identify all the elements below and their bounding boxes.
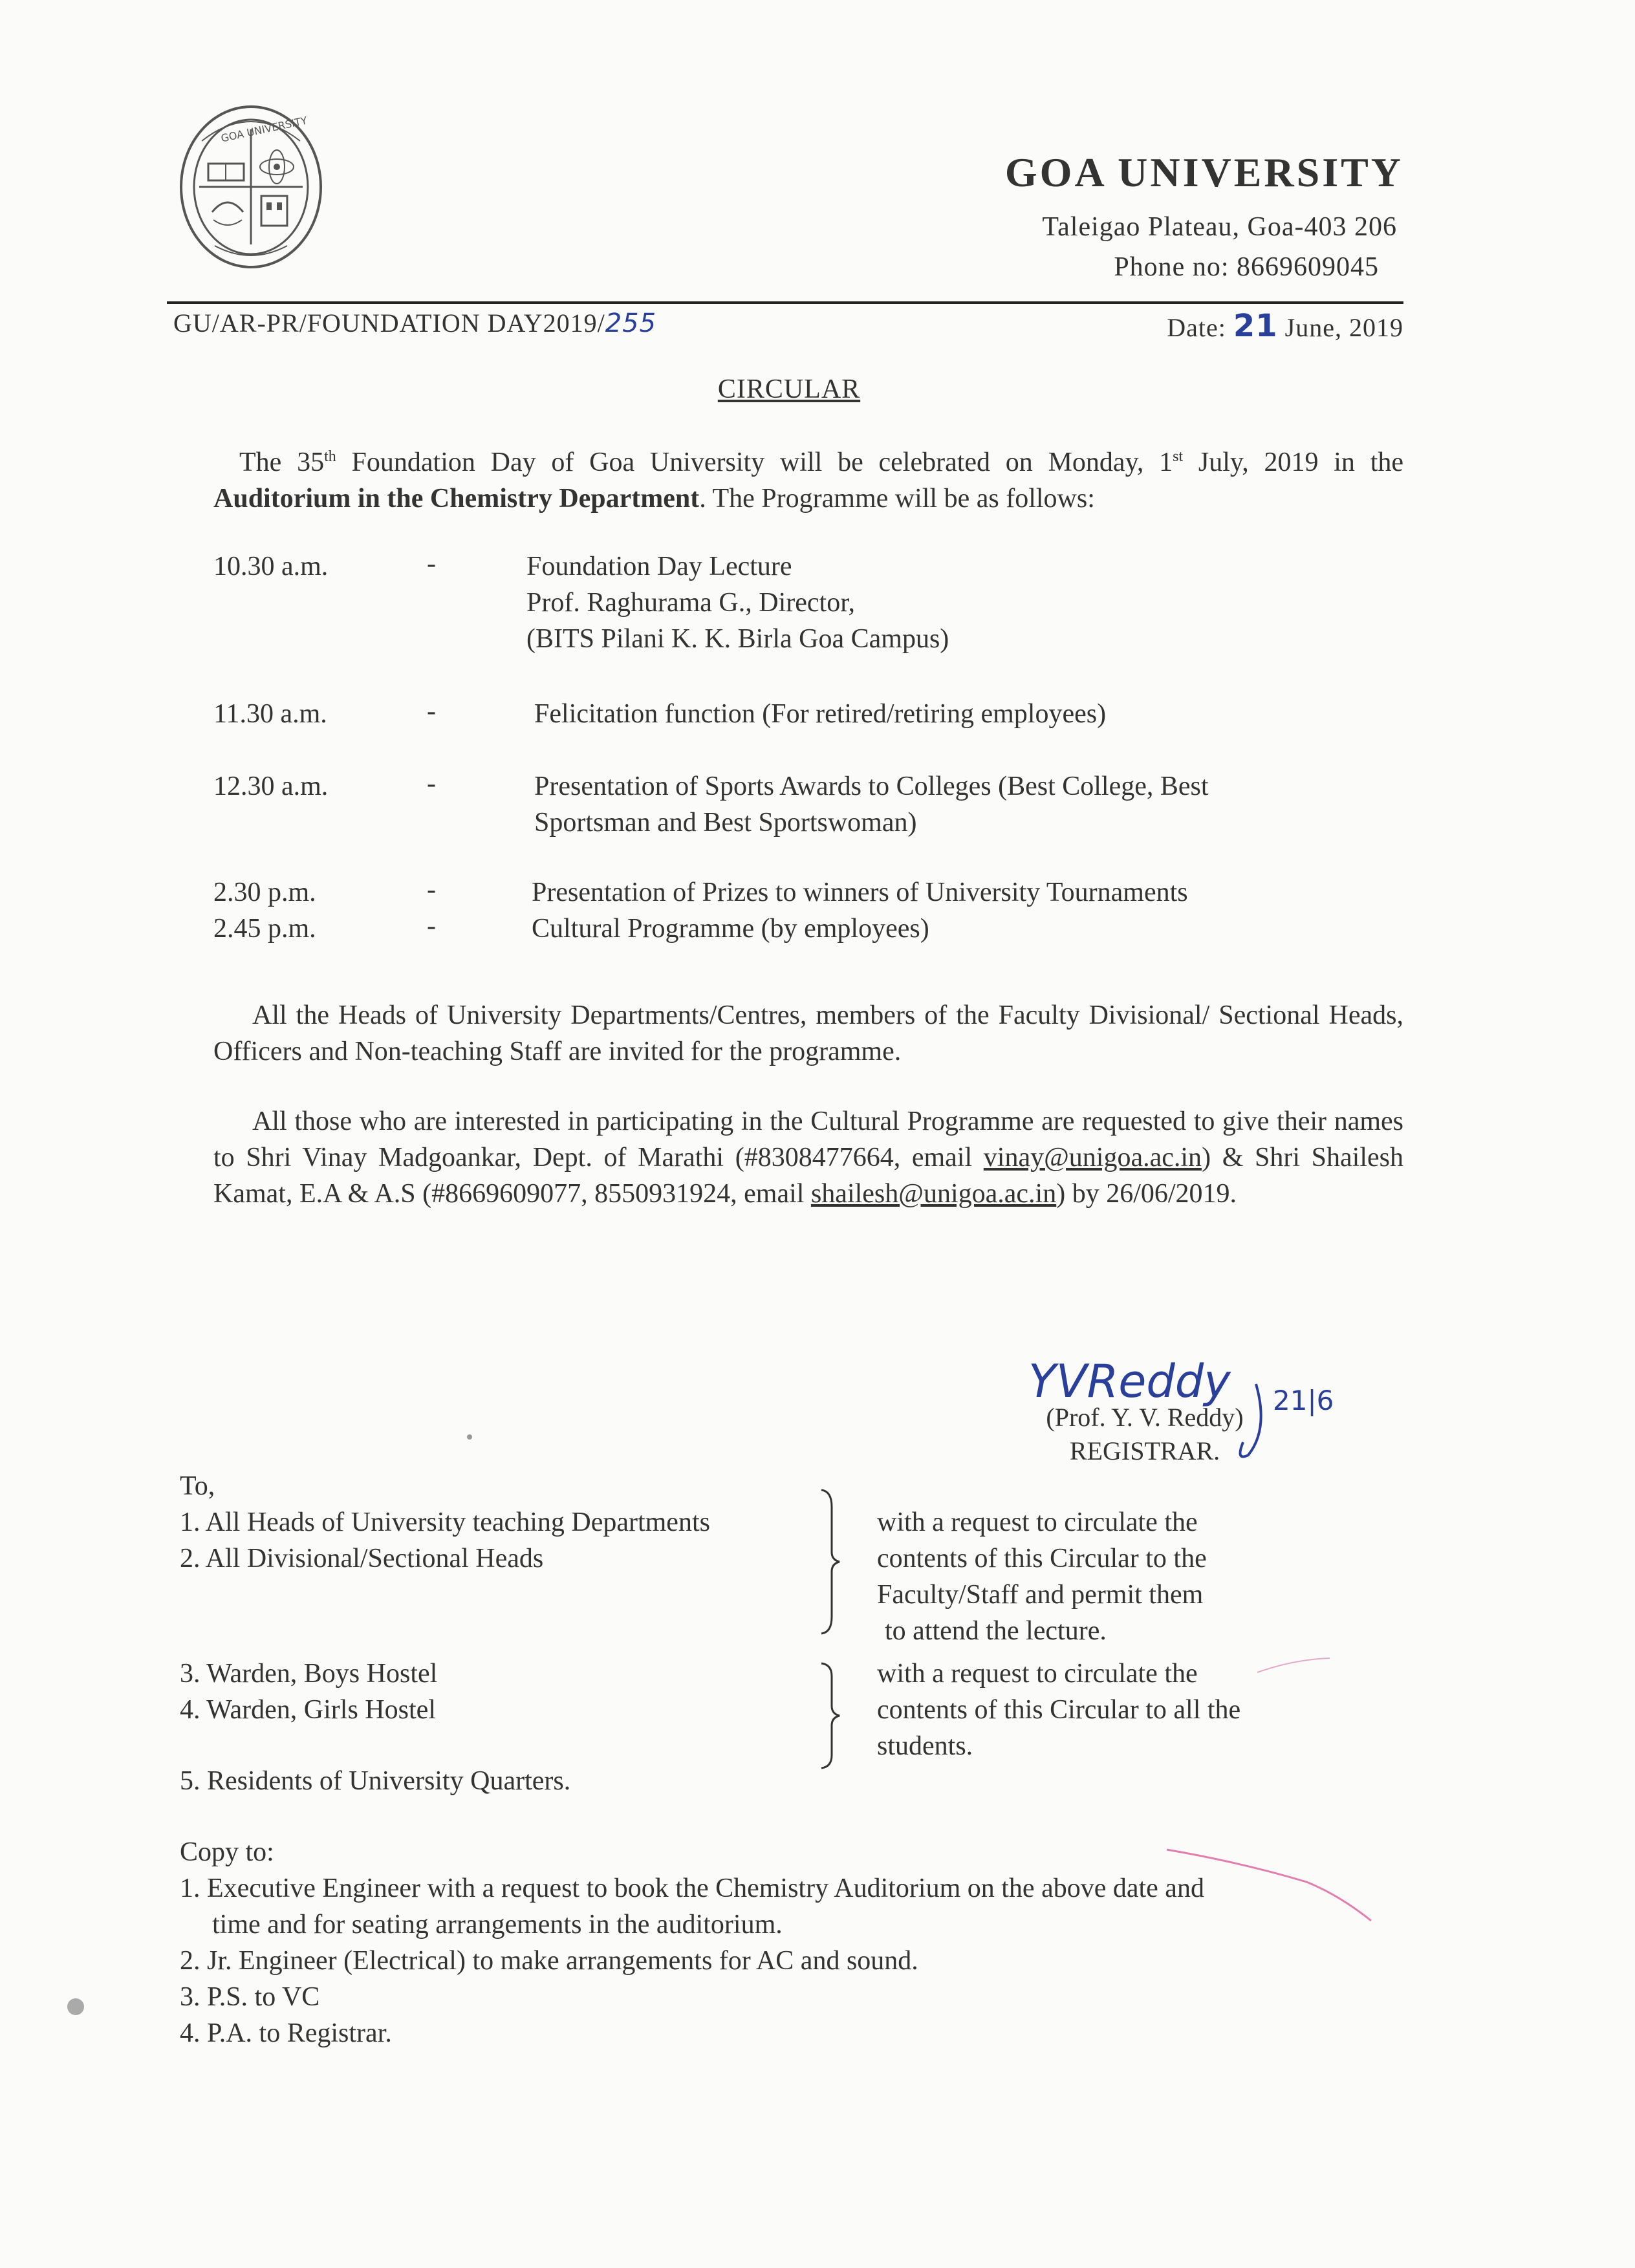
signature-date: 21|6 xyxy=(1273,1385,1334,1416)
to-group-2-note xyxy=(877,1656,1240,1764)
reference-handwritten: 255 xyxy=(605,308,657,338)
university-phone: Phone no: 8669609045 xyxy=(1114,252,1379,282)
circular-date xyxy=(1048,308,1403,344)
to-label: To, xyxy=(180,1471,215,1501)
date-label: Date: xyxy=(1167,313,1233,342)
reference-printed: GU/AR-PR/FOUNDATION DAY2019/ xyxy=(173,308,605,338)
signatory-name: (Prof. Y. V. Reddy) xyxy=(1046,1403,1244,1432)
list-item: 1. Executive Engineer with a request to book the Chemistry Auditorium on the above date and xyxy=(180,1874,1204,1903)
programme-line: Felicitation function (For retired/retiring employees) xyxy=(534,699,1107,729)
intro-text: July, 2019 in the xyxy=(1183,448,1404,477)
list-item: 4. Warden, Girls Hostel xyxy=(180,1695,436,1725)
to-group-1 xyxy=(180,1504,710,1577)
programme-dash: - xyxy=(427,769,436,799)
list-item: 3. Warden, Boys Hostel xyxy=(180,1659,438,1689)
programme-dash: - xyxy=(427,697,436,726)
programme-line: Cultural Programme (by employees) xyxy=(532,914,929,944)
programme-line: (BITS Pilani K. K. Birla Goa Campus) xyxy=(526,624,949,654)
programme-line: Foundation Day Lecture xyxy=(526,552,792,581)
email-link-shailesh[interactable]: shailesh@unigoa.ac.in xyxy=(810,1179,1057,1209)
intro-sup: th xyxy=(324,448,336,465)
programme-line: Presentation of Prizes to winners of University Tournaments xyxy=(532,878,1188,907)
list-item: 1. All Heads of University teaching Departments xyxy=(180,1507,710,1537)
email-link-vinay[interactable]: vinay@unigoa.ac.in xyxy=(983,1143,1202,1172)
list-item: 2. All Divisional/Sectional Heads xyxy=(180,1544,544,1573)
programme-dash: - xyxy=(427,911,436,941)
circular-heading: CIRCULAR xyxy=(717,374,861,404)
intro-text: The 35 xyxy=(239,448,325,477)
programme-time: 10.30 a.m. xyxy=(213,552,329,581)
list-item: 2. Jr. Engineer (Electrical) to make arrangements for AC and sound. xyxy=(180,1946,918,1976)
venue-bold: Auditorium in the Chemistry Department xyxy=(213,484,700,513)
brace-icon xyxy=(819,1661,845,1771)
copy-to-list xyxy=(180,1870,1204,2051)
programme-line: Prof. Raghurama G., Director, xyxy=(526,588,855,618)
signatory-block xyxy=(1015,1401,1274,1468)
invite-paragraph: All the Heads of University Departments/Centres, members of the Faculty Divisional/ Sectional Heads, Officers and Non-teaching Staff are invited for the programme. xyxy=(213,1000,1403,1066)
university-name: GOA UNIVERSITY xyxy=(1004,149,1403,195)
list-note: to attend the lecture. xyxy=(885,1616,1107,1646)
to-group-1-note xyxy=(877,1504,1207,1649)
programme-time: 2.30 p.m. xyxy=(213,878,316,907)
list-item: time and for seating arrangements in the auditorium. xyxy=(212,1910,783,1939)
reference-number xyxy=(173,308,656,338)
programme-time: 11.30 a.m. xyxy=(213,699,327,729)
university-address: Taleigao Plateau, Goa-403 206 xyxy=(1042,212,1397,242)
brace-icon xyxy=(819,1487,845,1636)
list-item: 5. Residents of University Quarters. xyxy=(180,1766,571,1796)
list-item: 4. P.A. to Registrar. xyxy=(180,2018,392,2048)
list-note: with a request to circulate the xyxy=(877,1659,1198,1689)
programme-time: 2.45 p.m. xyxy=(213,914,316,944)
programme-line: Presentation of Sports Awards to Colleges (Best College, Best xyxy=(534,772,1209,801)
list-note: contents of this Circular to all the xyxy=(877,1695,1241,1725)
date-rest: June, 2019 xyxy=(1277,313,1403,342)
pink-ink-mark xyxy=(1255,1656,1332,1675)
programme-item xyxy=(532,874,1188,911)
intro-text: Foundation Day of Goa University will be celebrated on Monday, 1 xyxy=(336,448,1173,477)
university-seal-logo xyxy=(176,102,326,272)
university-address-block xyxy=(893,207,1397,287)
programme-item xyxy=(534,696,1106,732)
programme-dash: - xyxy=(427,875,436,905)
list-note: Faculty/Staff and permit them xyxy=(877,1580,1204,1610)
list-item: 3. P.S. to VC xyxy=(180,1982,320,2012)
signature-text: YVReddy xyxy=(1028,1355,1231,1408)
list-note: with a request to circulate the xyxy=(877,1507,1198,1537)
header-divider xyxy=(167,301,1403,304)
programme-item xyxy=(532,911,929,947)
cultural-text: ) by 26/06/2019. xyxy=(1056,1179,1237,1209)
date-handwritten: 21 xyxy=(1233,308,1278,344)
programme-line: Sportsman and Best Sportswoman) xyxy=(534,808,917,837)
to-group-2 xyxy=(180,1656,437,1728)
cultural-text: ) & Shri Shailesh Kamat, E.A & A.S (#8669609077, 8550931924, email xyxy=(213,1143,1403,1209)
programme-dash: - xyxy=(427,549,436,579)
svg-text:GOA UNIVERSITY: GOA UNIVERSITY xyxy=(219,114,309,145)
programme-item xyxy=(534,768,1209,841)
intro-paragraph xyxy=(213,438,1403,517)
programme-item xyxy=(526,548,949,657)
cultural-paragraph xyxy=(213,1103,1403,1212)
programme-time: 12.30 a.m. xyxy=(213,772,329,801)
pink-ink-mark xyxy=(1164,1837,1384,1927)
scan-speck xyxy=(67,1998,84,2015)
cultural-text: All those who are interested in participating in the Cultural Programme are requested to give their names to Shri Vinay Madgoankar, Dept. of Marathi (#8308477664, email xyxy=(213,1107,1403,1172)
intro-sup: st xyxy=(1173,448,1184,465)
list-note: students. xyxy=(877,1731,973,1761)
list-note: contents of this Circular to the xyxy=(877,1544,1207,1573)
copy-to-label: Copy to: xyxy=(180,1837,274,1867)
scan-speck xyxy=(467,1434,472,1440)
signatory-title: REGISTRAR. xyxy=(1069,1436,1220,1465)
intro-text: . The Programme will be as follows: xyxy=(699,484,1095,513)
